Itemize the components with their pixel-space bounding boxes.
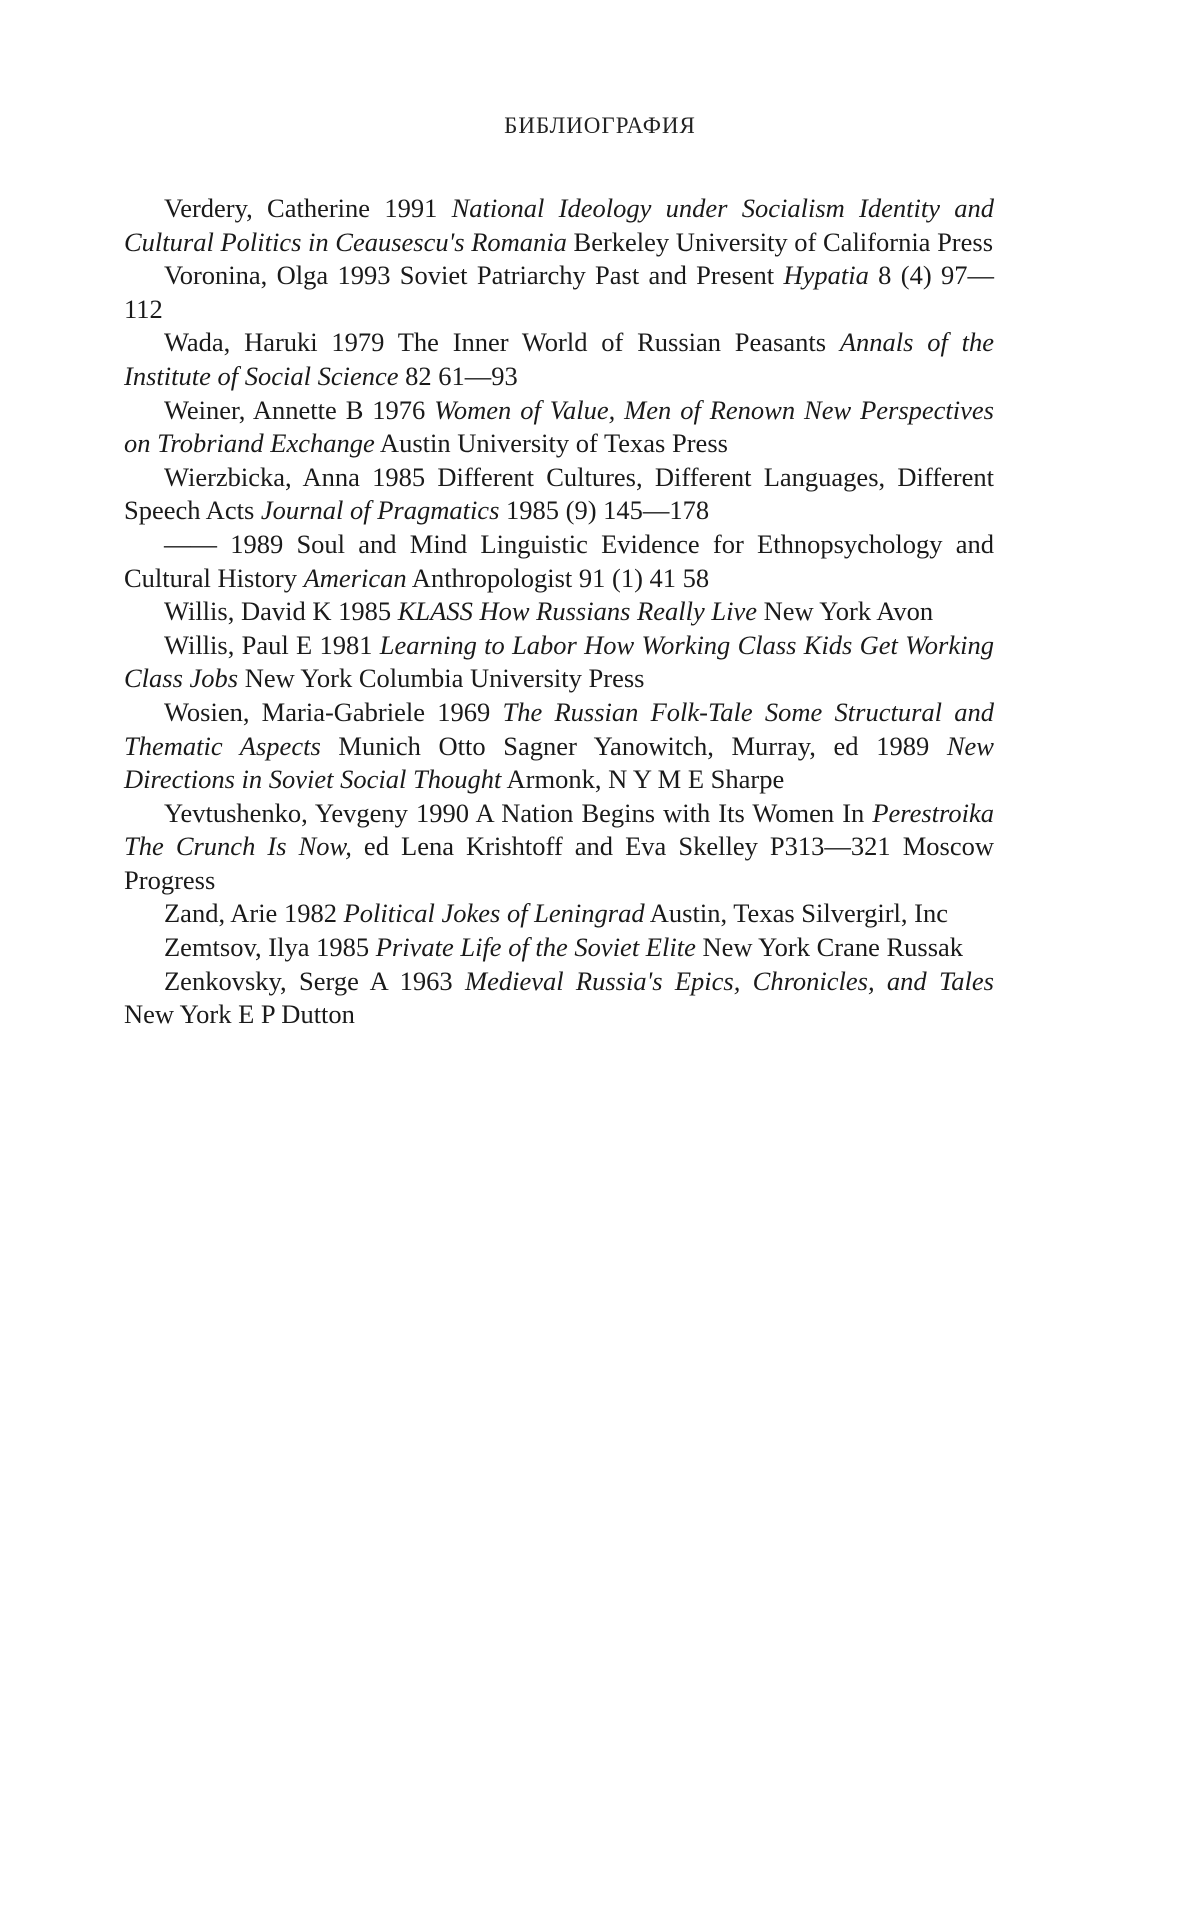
bibliography-list — [124, 192, 994, 1032]
bib-entry-zand: Zand, Arie 1982 Political Jokes of Leningrad Austin, Texas Silvergirl, Inc — [164, 898, 948, 929]
bib-entry-wosien-yanowitch: Wosien, Maria-Gabriele 1969 The Russian Folk-Tale Some Structural and Thematic Aspects Munich Otto Sagner Yanowitch, Murray, ed 1989 New Directions in Soviet Social Thought Armonk, N Y M E Sharpe — [124, 696, 994, 795]
bib-entry-wada: Wada, Haruki 1979 The Inner World of Russian Peasants Annals of the Institute of Social Science 82 61—93 — [124, 327, 994, 391]
entry-title: Medieval Russia's Epics, Chronicles, and Tales — [465, 965, 994, 996]
entry-title: Women of Value, Men of Renown New Perspectives on Trobriand Exchange — [124, 394, 994, 459]
entry-title-second: New Directions in Soviet Social Thought — [124, 730, 994, 795]
entry-title: Perestroika The Crunch Is Now, — [124, 797, 994, 862]
bib-entry-willis-paul: Willis, Paul E 1981 Learning to Labor How Working Class Kids Get Working Class Jobs New York Columbia University Press — [124, 629, 994, 694]
entry-title: National Ideology under Socialism Identity and Cultural Politics in Ceausescu's Romania — [124, 193, 994, 257]
bib-entry-zemtsov: Zemtsov, Ilya 1985 Private Life of the Soviet Elite New York Crane Russak — [164, 932, 964, 963]
entry-title: Journal of Pragmatics — [260, 495, 500, 526]
bib-entry-wierzbicka-1985: Wierzbicka, Anna 1985 Different Cultures, Different Languages, Different Speech Acts Journal of Pragmatics 1985 (9) 145—178 — [124, 461, 994, 526]
entry-title: Private Life of the Soviet Elite — [375, 932, 696, 963]
bib-entry-zenkovsky: Zenkovsky, Serge A 1963 Medieval Russia's Epics, Chronicles, and Tales New York E P Dutton — [124, 965, 994, 1030]
running-header: БИБЛИОГРАФИЯ — [504, 113, 696, 138]
entry-title: The Russian Folk-Tale Some Structural and Thematic Aspects — [124, 696, 994, 761]
entry-title: Political Jokes of Leningrad — [343, 898, 645, 929]
bib-entry-verdery: Verdery, Catherine 1991 National Ideology under Socialism Identity and Cultural Politics in Ceausescu's Romania Berkeley University of California Press — [124, 193, 994, 257]
bib-entry-yevtushenko: Yevtushenko, Yevgeny 1990 A Nation Begins with Its Women In Perestroika The Crunch Is Now, ed Lena Krishtoff and Eva Skelley P313—321 Moscow Progress — [124, 797, 994, 895]
bib-entry-voronina: Voronina, Olga 1993 Soviet Patriarchy Past and Present Hypatia 8 (4) 97—112 — [124, 260, 994, 324]
entry-title: Annals of the Institute of Social Science — [124, 327, 994, 391]
entry-title: Hypatia — [783, 260, 869, 291]
entry-title: Learning to Labor How Working Class Kids Get Working Class Jobs — [124, 629, 994, 694]
bib-entry-wierzbicka-1989: —— 1989 Soul and Mind Linguistic Evidence for Ethnopsychology and Cultural History American Anthropologist 91 (1) 41 58 — [124, 528, 994, 593]
bib-entry-weiner: Weiner, Annette B 1976 Women of Value, Men of Renown New Perspectives on Trobriand Exchange Austin University of Texas Press — [124, 394, 994, 459]
entry-title: KLASS How Russians Really Live — [397, 596, 757, 627]
entry-title: American — [303, 562, 407, 593]
bib-entry-willis-david: Willis, David K 1985 KLASS How Russians Really Live New York Avon — [164, 596, 934, 627]
